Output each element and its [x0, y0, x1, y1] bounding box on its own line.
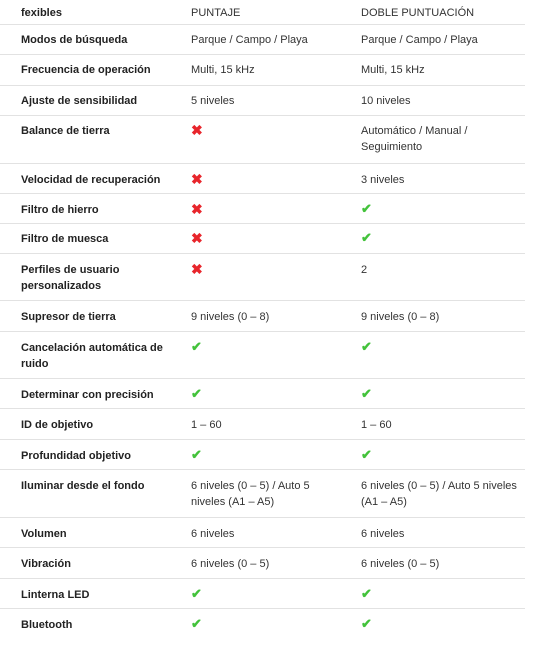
table-row: [0, 440, 525, 470]
doble-puntuacion-cell: [340, 164, 525, 194]
check-icon: ✔: [191, 386, 202, 401]
feature-label-profundidad-objetivo: Profundidad objetivo: [0, 440, 170, 470]
doble-puntuacion-cell: [340, 409, 525, 440]
doble-puntuacion-cell: [340, 25, 525, 55]
check-icon: ✔: [361, 386, 372, 401]
table-row: [0, 409, 525, 440]
check-icon: ✔: [361, 616, 372, 631]
cell-value: 6 niveles: [191, 528, 235, 540]
feature-label-perfiles-de-usuario-personalizados: Perfiles de usuario personalizados: [0, 254, 170, 301]
doble-puntuacion-cell: [340, 332, 525, 379]
puntaje-cell: [170, 224, 340, 254]
feature-label-determinar-con-precision: Determinar con precisión: [0, 379, 170, 409]
check-icon: ✔: [191, 616, 202, 631]
feature-label-id-de-objetivo: ID de objetivo: [0, 409, 170, 440]
cell-value: 9 niveles (0 – 8): [191, 311, 270, 323]
cell-value: 6 niveles (0 – 5): [191, 558, 270, 570]
cell-value: 2: [361, 264, 368, 276]
table-row: [0, 332, 525, 379]
cell-value: 1 – 60: [361, 419, 392, 431]
table-row: [0, 164, 525, 194]
check-icon: ✔: [361, 586, 372, 601]
column-header-puntaje: PUNTAJE: [170, 0, 340, 25]
feature-label-volumen: Volumen: [0, 518, 170, 548]
feature-label-balance-de-tierra: Balance de tierra: [0, 116, 170, 164]
check-icon: ✔: [361, 447, 372, 462]
cross-icon: ✖: [191, 171, 203, 187]
feature-label-linterna-led: Linterna LED: [0, 579, 170, 609]
puntaje-cell: [170, 116, 340, 164]
puntaje-cell: [170, 254, 340, 301]
cross-icon: ✖: [191, 261, 203, 277]
feature-label-vibracion: Vibración: [0, 548, 170, 579]
feature-label-velocidad-de-recuperacion: Velocidad de recuperación: [0, 164, 170, 194]
doble-puntuacion-cell: [340, 579, 525, 609]
doble-puntuacion-cell: [340, 548, 525, 579]
doble-puntuacion-cell: [340, 194, 525, 224]
doble-puntuacion-cell: [340, 609, 525, 639]
puntaje-cell: [170, 470, 340, 518]
cell-value: Multi, 15 kHz: [361, 64, 425, 76]
puntaje-cell: [170, 548, 340, 579]
feature-label-filtro-de-hierro: Filtro de hierro: [0, 194, 170, 224]
doble-puntuacion-cell: [340, 379, 525, 409]
cell-value: 6 niveles (0 – 5) / Auto 5 niveles (A1 – A5): [191, 480, 310, 508]
cell-value: 6 niveles (0 – 5) / Auto 5 niveles (A1 – A5): [361, 480, 517, 508]
doble-puntuacion-cell: [340, 254, 525, 301]
table-row: [0, 518, 525, 548]
check-icon: ✔: [361, 230, 372, 245]
table-row: [0, 116, 525, 164]
table-row: [0, 548, 525, 579]
doble-puntuacion-cell: [340, 55, 525, 86]
doble-puntuacion-cell: [340, 224, 525, 254]
table-row: [0, 470, 525, 518]
table-row: [0, 194, 525, 224]
doble-puntuacion-cell: [340, 518, 525, 548]
puntaje-cell: [170, 379, 340, 409]
cross-icon: ✖: [191, 122, 203, 138]
table-row: [0, 25, 525, 55]
cell-value: 5 niveles: [191, 95, 235, 107]
cross-icon: ✖: [191, 201, 203, 217]
feature-label-modos-de-busqueda: Modos de búsqueda: [0, 25, 170, 55]
table-row: [0, 579, 525, 609]
cell-value: 10 niveles: [361, 95, 411, 107]
check-icon: ✔: [191, 339, 202, 354]
cell-value: 1 – 60: [191, 419, 222, 431]
puntaje-cell: [170, 86, 340, 116]
puntaje-cell: [170, 25, 340, 55]
doble-puntuacion-cell: [340, 470, 525, 518]
puntaje-cell: [170, 55, 340, 86]
doble-puntuacion-cell: [340, 440, 525, 470]
cell-value: 6 niveles (0 – 5): [361, 558, 440, 570]
feature-label-filtro-de-muesca: Filtro de muesca: [0, 224, 170, 254]
cell-value: Multi, 15 kHz: [191, 64, 255, 76]
doble-puntuacion-cell: [340, 301, 525, 332]
puntaje-cell: [170, 440, 340, 470]
feature-label-ajuste-de-sensibilidad: Ajuste de sensibilidad: [0, 86, 170, 116]
feature-label-frecuencia-de-operacion: Frecuencia de operación: [0, 55, 170, 86]
puntaje-cell: [170, 301, 340, 332]
check-icon: ✔: [361, 339, 372, 354]
table-row: [0, 609, 525, 639]
puntaje-cell: [170, 164, 340, 194]
doble-puntuacion-cell: [340, 116, 525, 164]
header-row: [0, 0, 525, 25]
feature-label-iluminar-desde-el-fondo: Iluminar desde el fondo: [0, 470, 170, 518]
feature-label-cancelacion-automatica-de-ruido: Cancelación automática de ruido: [0, 332, 170, 379]
table-row: [0, 301, 525, 332]
cell-value: Automático / Manual / Seguimiento: [361, 125, 468, 153]
table-row: [0, 254, 525, 301]
cross-icon: ✖: [191, 230, 203, 246]
puntaje-cell: [170, 409, 340, 440]
puntaje-cell: [170, 518, 340, 548]
puntaje-cell: [170, 332, 340, 379]
puntaje-cell: [170, 194, 340, 224]
feature-header: fexibles: [0, 0, 170, 25]
feature-label-bluetooth: Bluetooth: [21, 619, 73, 631]
feature-label-supresor-de-tierra: Supresor de tierra: [0, 301, 170, 332]
column-header-doble-puntuacion: DOBLE PUNTUACIÓN: [340, 0, 525, 25]
doble-puntuacion-cell: [340, 86, 525, 116]
check-icon: ✔: [191, 586, 202, 601]
check-icon: ✔: [191, 447, 202, 462]
cell-value: 3 niveles: [361, 174, 405, 186]
check-icon: ✔: [361, 201, 372, 216]
table-row: [0, 86, 525, 116]
puntaje-cell: [170, 609, 340, 639]
cell-value: 6 niveles: [361, 528, 405, 540]
table-row: [0, 224, 525, 254]
puntaje-cell: [170, 579, 340, 609]
cell-value: Parque / Campo / Playa: [361, 34, 478, 46]
cell-value: 9 niveles (0 – 8): [361, 311, 440, 323]
table-row: [0, 379, 525, 409]
cell-value: Parque / Campo / Playa: [191, 34, 308, 46]
table-row: [0, 55, 525, 86]
